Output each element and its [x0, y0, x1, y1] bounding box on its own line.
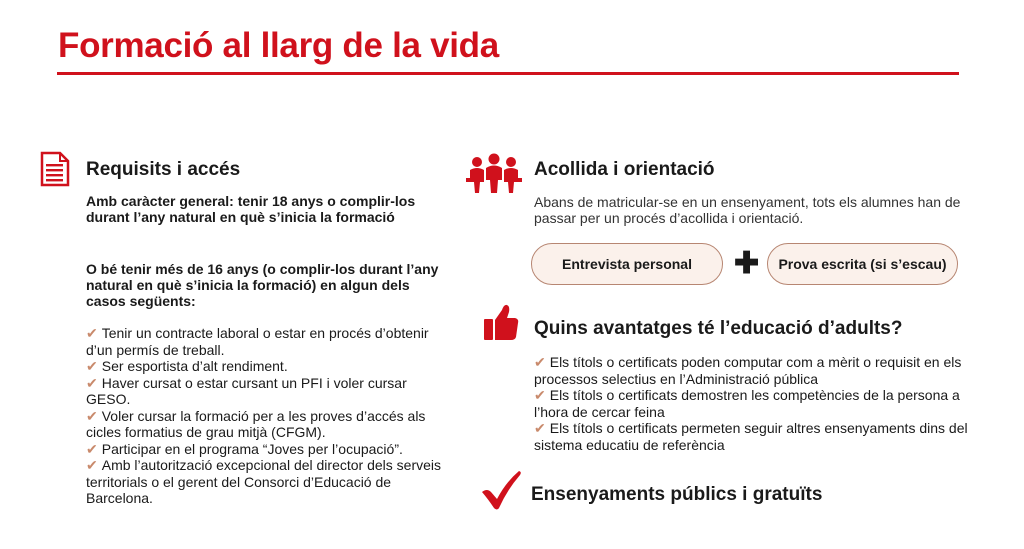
- requisits-heading: Requisits i accés: [86, 159, 241, 180]
- requisits-exception: O bé tenir més de 16 anys (o complir-los durant l’any natural en què s’inicia la formació) en algun dels casos següents:: [86, 261, 439, 309]
- prova-pill: Prova escrita (si s’escau): [767, 243, 958, 285]
- list-item: ✔ Ser esportista d’alt rendiment.: [86, 358, 288, 374]
- checkmark-icon: [479, 468, 523, 512]
- check-icon: ✔: [534, 387, 546, 403]
- list-item: ✔ Haver cursat o estar cursant un PFI i voler cursar GESO.: [86, 374, 407, 407]
- list-item: ✔ Participar en el programa “Joves per l’ocupació”.: [86, 440, 403, 457]
- page-title: Formació al llarg de la vida: [58, 26, 499, 65]
- plus-icon: ✚: [734, 247, 760, 280]
- list-item: ✔ Els títols o certificats demostren les competències de la persona a l’hora de cercar feina: [534, 387, 960, 420]
- document-icon: [40, 151, 70, 187]
- list-item: ✔ Voler cursar la formació per a les proves d’accés als cicles formatius de grau mitjà (CFGM).: [86, 407, 426, 440]
- check-icon: ✔: [534, 354, 546, 370]
- list-item: ✔ Els títols o certificats permeten seguir altres ensenyaments dins del sistema educatiu de referència: [534, 420, 968, 453]
- requisits-general: Amb caràcter general: tenir 18 anys o complir-los durant l’any natural en què s’inicia la formació: [86, 193, 416, 225]
- check-icon: ✔: [534, 420, 546, 436]
- requisits-list: [86, 325, 448, 507]
- publics-heading: Ensenyaments públics i gratuïts: [531, 484, 823, 505]
- check-icon: ✔: [86, 440, 98, 457]
- acollida-text: Abans de matricular-se en un ensenyament, tots els alumnes han de passar per un procés d’acollida i orientació.: [534, 194, 961, 226]
- check-icon: ✔: [86, 407, 98, 424]
- thumbs-up-icon: [482, 302, 520, 342]
- check-icon: ✔: [86, 325, 98, 341]
- title-underline: [57, 72, 959, 75]
- check-icon: ✔: [86, 457, 98, 473]
- list-item: ✔ Amb l’autorització excepcional del director dels serveis territorials o el gerent del Consorci d’Educació de Barcelona.: [86, 457, 442, 506]
- avantatges-heading: Quins avantatges té l’educació d’adults?: [534, 318, 903, 339]
- avantatges-list: [534, 354, 972, 453]
- check-icon: ✔: [86, 374, 98, 391]
- list-item: ✔ Tenir un contracte laboral o estar en procés d’obtenir d’un permís de treball.: [86, 325, 429, 358]
- people-icon: [464, 153, 524, 195]
- acollida-heading: Acollida i orientació: [534, 159, 715, 180]
- check-icon: ✔: [86, 358, 98, 374]
- entrevista-pill: Entrevista personal: [531, 243, 723, 285]
- list-item: ✔ Els títols o certificats poden computar com a mèrit o requisit en els processos selectius en l’Administració pública: [534, 354, 962, 387]
